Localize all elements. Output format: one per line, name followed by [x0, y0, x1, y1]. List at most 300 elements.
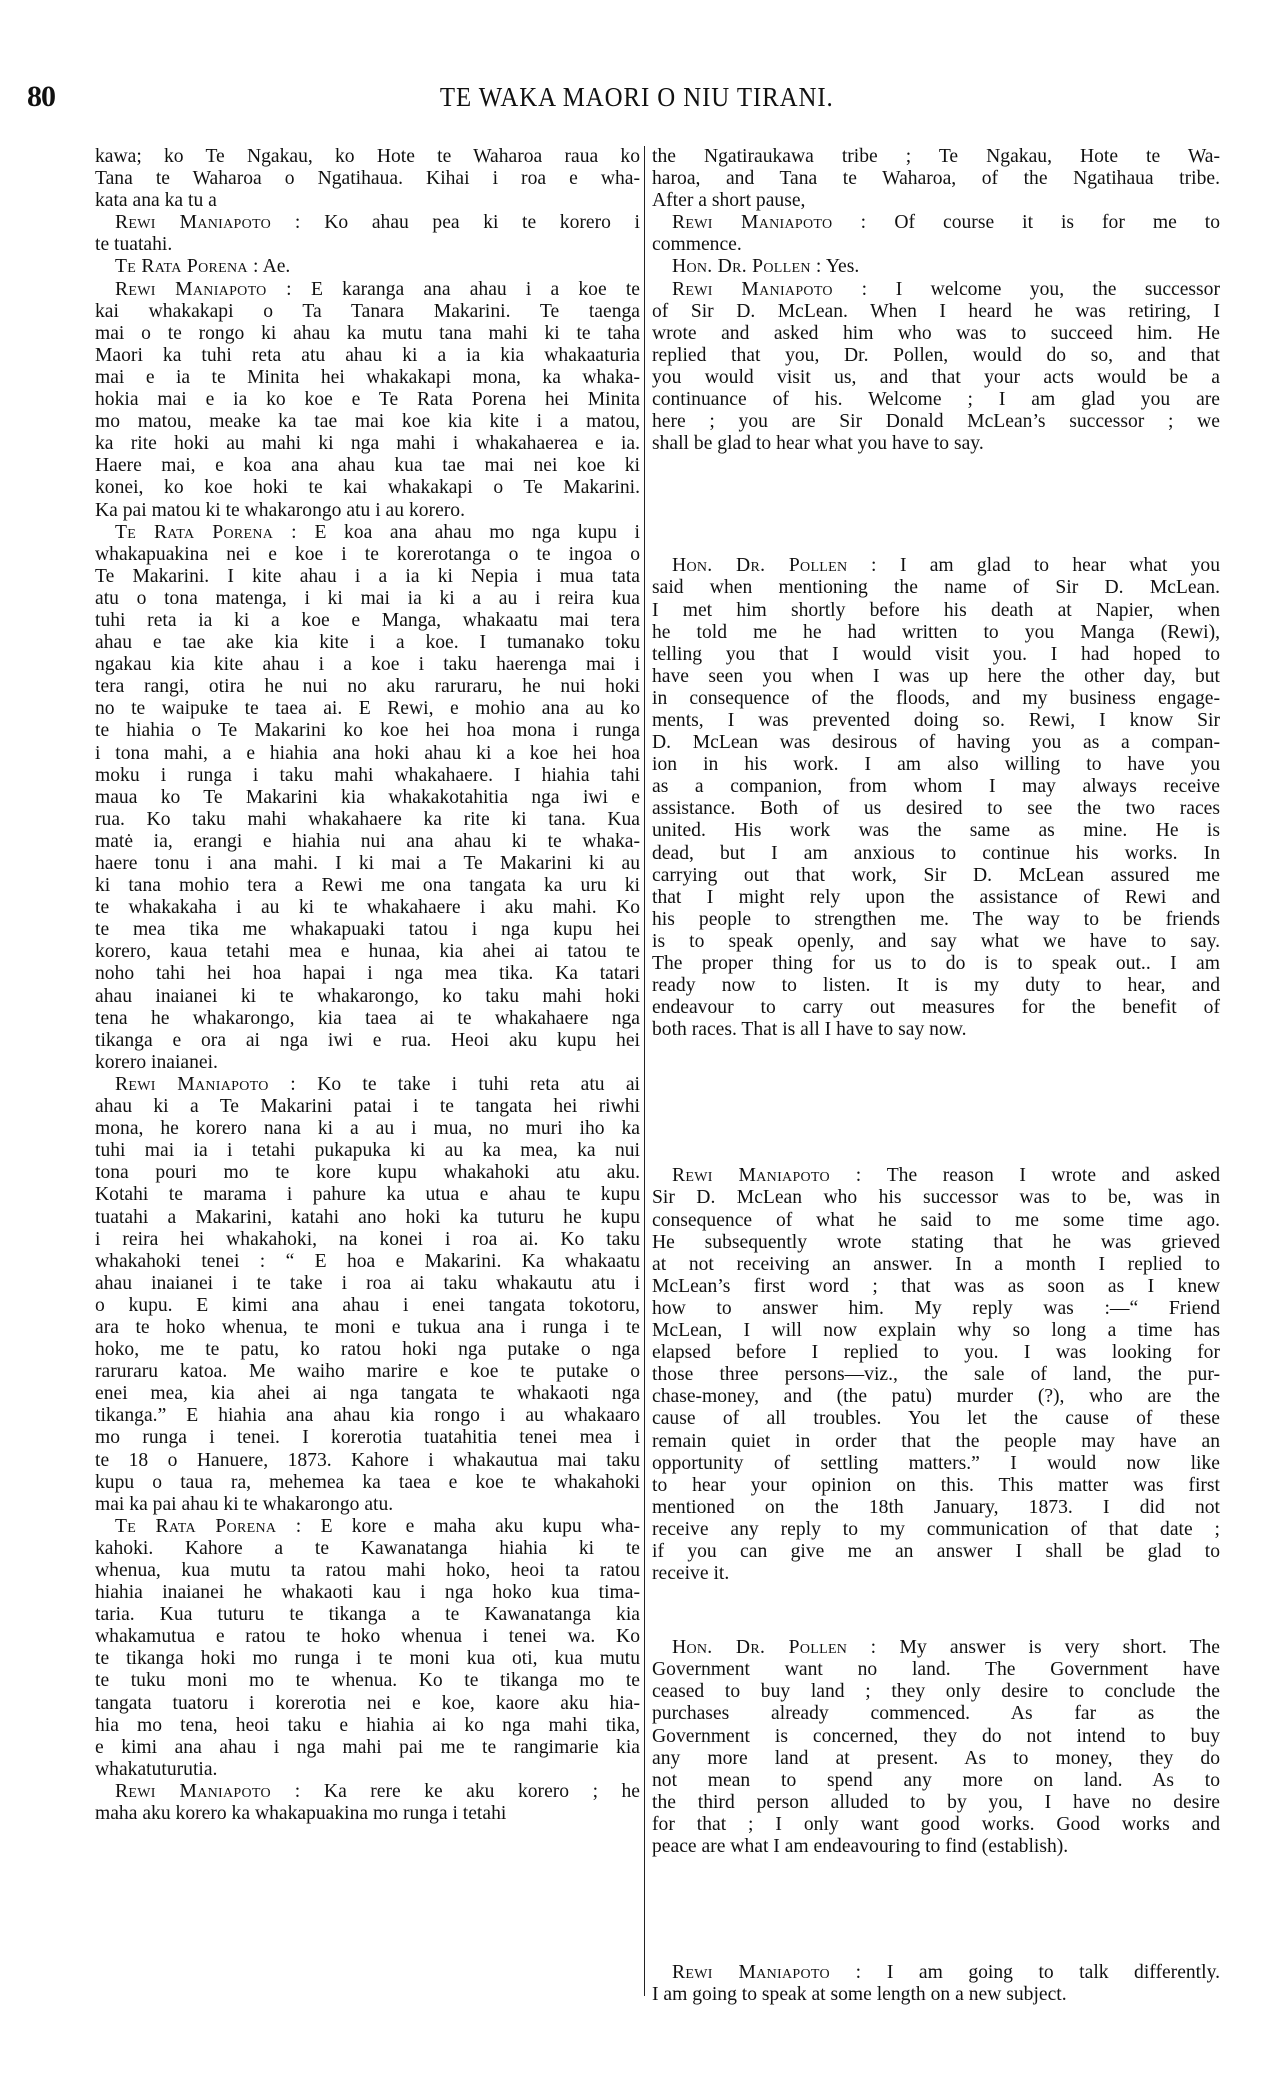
line-text: replied that you, Dr. Pollen, would do so, and that [652, 344, 1220, 366]
paragraph [95, 522, 640, 1074]
text-line [95, 389, 640, 411]
running-title: TE WAKA MAORI O NIU TIRANI. [439, 82, 834, 112]
line-text: those three persons—viz., the sale of land, the pur- [652, 1364, 1220, 1386]
line-text: mai o te rongo ki ahau ka mutu tana mahi ki te taha [95, 322, 640, 344]
line-text: united. His work was the same as mine. He is [652, 820, 1220, 842]
line-text: ahau ki a Te Makarini patai i te tangata hei riwhi [95, 1096, 640, 1118]
text-line [652, 798, 1220, 820]
text-line [652, 367, 1220, 389]
line-text: te tuatahi. [95, 234, 173, 256]
text-line [652, 190, 1220, 212]
line-text: is to speak openly, and say what we have to say. [652, 930, 1220, 952]
text-line [95, 1339, 640, 1361]
text-line [652, 1453, 1220, 1475]
line-text: tikanga e ora ai nga iwi e rua. Heoi aku kupu hei [95, 1029, 640, 1051]
text-line [95, 1604, 640, 1626]
text-line [95, 919, 640, 941]
line-text: endeavour to carry out measures for the benefit of [652, 997, 1220, 1019]
text-line [652, 301, 1220, 323]
text-line [95, 941, 640, 963]
line-text: te tuku moni mo te whenua. Ko te tikanga mo te [95, 1670, 640, 1692]
line-text: have seen you when I was up here the other day, but [652, 665, 1220, 687]
page-number: 80 [27, 80, 55, 113]
text-line [652, 644, 1220, 666]
text-line [95, 743, 640, 765]
text-line [95, 234, 640, 256]
line-text: moku i runga i taku mahi whakahaere. I hiahia tahi [95, 764, 640, 786]
line-text: te mea tika me whakapuaki tatou i nga kupu hei [95, 919, 640, 941]
paragraph [95, 256, 640, 278]
line-text: cause of all troubles. You let the cause of these [652, 1408, 1220, 1430]
text-line [95, 588, 640, 610]
line-text: Of course it is for me to [866, 212, 1220, 234]
text-line [652, 732, 1220, 754]
page-header [0, 80, 1280, 120]
line-text: you would visit us, and that your acts would be a [652, 366, 1220, 388]
line-text: that I might rely upon the assistance of Rewi and [652, 886, 1220, 908]
text-line [652, 1962, 1220, 1984]
speaker-name: Rewi Maniapoto : [672, 278, 868, 300]
text-line [95, 1582, 640, 1604]
line-text: te hiahia o Te Makarini ko koe hei hoa mona i runga [95, 720, 640, 742]
text-line [95, 654, 640, 676]
text-line [652, 1386, 1220, 1408]
line-text: Kotahi te marama i pahure ka utua e ahau te kupu [95, 1184, 640, 1206]
line-text: in consequence of the floods, and my business engage- [652, 687, 1220, 709]
line-text: Sir D. McLean who his successor was to be, was in [652, 1187, 1220, 1209]
line-text: The proper thing for us to do is to speak out.. I am [652, 953, 1220, 974]
line-text: D. McLean was desirous of having you as a compan- [652, 732, 1220, 754]
text-line [95, 477, 640, 499]
line-text: mai e ia te Minita hei whakakapi mona, ka whaka- [95, 366, 640, 388]
speaker-name: Rewi Maniapoto : [115, 1073, 296, 1095]
line-text: I am going to talk differently. [861, 1962, 1220, 1984]
text-line [652, 931, 1220, 953]
text-line [652, 1792, 1220, 1814]
text-line [95, 1648, 640, 1670]
text-line [95, 1118, 640, 1140]
text-line [652, 1342, 1220, 1364]
text-line [95, 1737, 640, 1759]
text-line [652, 1770, 1220, 1792]
line-text: tangata tuatoru i korerotia nei e koe, kaore aku hia- [95, 1692, 640, 1714]
speaker-name: Rewi Maniapoto : [115, 212, 301, 234]
line-text: noho tahi hei hoa hapai i nga mea tika. Ka tatari [95, 963, 640, 985]
text-line [95, 1560, 640, 1582]
line-text: te 18 o Hanuere, 1873. Kahore i whakautua mai taku [95, 1449, 640, 1471]
line-text: E koa ana ahau mo nga kupu i [296, 521, 640, 543]
line-text: hoko, me te patu, ko ratou hoki nga putake o nga [95, 1339, 640, 1361]
text-line [652, 1210, 1220, 1232]
text-line [95, 433, 640, 455]
line-text: haere tonu i ana mahi. I ki mai a Te Makarini ki au [95, 853, 640, 874]
line-text: ion in his work. I am also willing to have you [652, 754, 1220, 776]
text-line [652, 146, 1220, 168]
paragraph [652, 1637, 1220, 1858]
line-text: He subsequently wrote stating that he was grieved [652, 1231, 1220, 1253]
line-text: ngakau kia kite ahau i a koe i taku haerenga mai i [95, 654, 640, 676]
text-line [95, 345, 640, 367]
line-text: I welcome you, the successor [867, 278, 1220, 300]
paragraph [95, 279, 640, 522]
line-text: The reason I wrote and asked [861, 1165, 1220, 1187]
line-text: here ; you are Sir Donald McLean’s successor ; we [652, 411, 1220, 433]
line-text: remain quiet in order that the people may have an [652, 1430, 1220, 1452]
text-line [95, 1008, 640, 1030]
line-text: kawa; ko Te Ngakau, ko Hote te Waharoa raua ko [95, 146, 640, 167]
line-text: both races. That is all I have to say now. [652, 1019, 967, 1041]
text-line [95, 1427, 640, 1449]
text-line [652, 820, 1220, 842]
text-line [95, 146, 640, 168]
text-line [652, 909, 1220, 931]
line-text: dead, but I am anxious to continue his works. In [652, 842, 1220, 864]
text-line [652, 754, 1220, 776]
line-text: commence. [652, 234, 742, 256]
line-text: Te Makarini. I kite ahau i a ia ki Nepia i mua tata [95, 565, 640, 587]
text-line [652, 776, 1220, 798]
text-line [652, 1748, 1220, 1770]
text-line [652, 411, 1220, 433]
text-line [652, 1276, 1220, 1298]
line-text: whakamutua e ratou te hoko whenua i tenei wa. Ko [95, 1626, 640, 1648]
text-line [95, 676, 640, 698]
text-line [95, 256, 640, 278]
line-text: i reira hei whakahoki, na konei i roa ai. Ko taku [95, 1228, 640, 1250]
text-line [95, 1516, 640, 1538]
line-text: haroa, and Tana te Waharoa, of the Ngatihaua tribe. [652, 168, 1220, 190]
text-line [652, 1475, 1220, 1497]
text-line [95, 411, 640, 433]
line-text: Ko te take i tuhi reta atu ai [295, 1073, 640, 1095]
speaker-name: Te Rata Porena : [115, 521, 297, 543]
line-text: ments, I was prevented doing so. Rewi, I know Sir [652, 709, 1220, 731]
text-line [652, 1703, 1220, 1725]
line-text: Government is concerned, they do not intend to buy [652, 1725, 1220, 1747]
text-line [652, 1408, 1220, 1430]
text-line [95, 301, 640, 323]
text-line [95, 1693, 640, 1715]
text-line [95, 1229, 640, 1251]
text-line [652, 1659, 1220, 1681]
line-text: Tana te Waharoa o Ngatihaua. Kihai i roa e wha- [95, 168, 640, 190]
line-text: peace are what I am endeavouring to find (establish). [652, 1836, 1069, 1857]
text-line [652, 168, 1220, 190]
line-text: konei, ko koe hoki te kai whakakapi o Te Makarini. [95, 477, 640, 499]
line-text: I am glad to hear what you [876, 555, 1221, 577]
line-text: e kimi ana ahau i nga mahi pai me te rangimarie kia [95, 1736, 640, 1758]
speaker-name: Rewi Maniapoto : [672, 1962, 862, 1984]
line-text: he told me he had written to you Manga (Rewi), [652, 621, 1220, 643]
text-line [652, 389, 1220, 411]
text-line [95, 455, 640, 477]
line-text: purchases already commenced. As far as the [652, 1703, 1220, 1725]
line-text: whakapuakina nei e koe i te korerotanga o te ingoa o [95, 543, 640, 565]
paragraph [652, 146, 1220, 212]
text-line [95, 1140, 640, 1162]
line-text: hiahia inaianei he whakaoti kau i nga hoko kua tima- [95, 1582, 640, 1604]
line-text: mai ka pai ahau ki te whakarongo atu. [95, 1493, 394, 1515]
line-text: ahau e tae ake kia kite i a koe. I tumanako toku [95, 632, 640, 654]
paragraph [652, 1165, 1220, 1585]
text-line [652, 953, 1220, 975]
line-text: Ko ahau pea ki te korero i [300, 212, 640, 234]
line-text: maua ko Te Makarini kia whakakotahitia nga iwi e [95, 786, 640, 808]
speaker-name: Rewi Maniapoto : [115, 1780, 301, 1802]
text-line [95, 1162, 640, 1184]
text-line [95, 190, 640, 212]
text-line [652, 1187, 1220, 1209]
line-text: whakatuturutia. [95, 1758, 218, 1780]
line-text: whenua, kua mutu ta ratou mahi hoko, heoi ta ratou [95, 1560, 640, 1581]
text-line [95, 809, 640, 831]
text-line [652, 1232, 1220, 1254]
line-text: tera rangi, otira he nui no aku raruraru, he nui hoki [95, 676, 640, 698]
text-line [652, 710, 1220, 732]
line-text: how to answer him. My reply was :—“ Friend [652, 1297, 1220, 1319]
line-text: mentioned on the 18th January, 1873. I did not [652, 1496, 1220, 1518]
line-text: ara te hoko whenua, te moni e tukua ana i runga i te [95, 1316, 640, 1338]
text-line [652, 1541, 1220, 1563]
text-line [95, 610, 640, 632]
text-line [652, 1681, 1220, 1703]
text-line [652, 256, 1220, 278]
line-text: matė ia, erangi e hiahia nui ana ahau ki te whaka- [95, 830, 640, 852]
line-text: shall be glad to hear what you have to say. [652, 433, 984, 455]
text-line [652, 887, 1220, 909]
line-text: Haere mai, e koa ana ahau kua tae mai nei koe ki [95, 455, 640, 477]
text-line [95, 1626, 640, 1648]
text-line [652, 997, 1220, 1019]
line-text: tuhi mai ia i tetahi pukapuka ki au ka mea, ka nui [95, 1140, 640, 1162]
line-text: maha aku korero ka whakapuakina mo runga i tetahi [95, 1803, 507, 1825]
text-line [95, 522, 640, 544]
text-line [652, 1563, 1220, 1585]
text-line [652, 1165, 1220, 1187]
speaker-name: Hon. Dr. Pollen : [672, 256, 822, 278]
text-line [652, 577, 1220, 599]
line-text: opportunity of settling matters.” I would now like [652, 1452, 1220, 1474]
line-text: kata ana ka tu a [95, 190, 217, 212]
line-text: the Ngatiraukawa tribe ; Te Ngakau, Hote te Wa- [652, 146, 1220, 167]
text-line [95, 1803, 640, 1825]
text-line [95, 1383, 640, 1405]
text-line [95, 1096, 640, 1118]
text-line [652, 1364, 1220, 1386]
line-text: Maori ka tuhi reta atu ahau ki a ia kia whakaaturia [95, 344, 640, 366]
text-line [95, 1295, 640, 1317]
text-line [652, 865, 1220, 887]
text-line [95, 897, 640, 919]
text-line [95, 787, 640, 809]
line-text: ki tana mohio tera a Rewi me ona tangata ka uru ki [95, 875, 640, 897]
text-line [652, 843, 1220, 865]
text-line [95, 765, 640, 787]
line-text: tuatahi a Makarini, katahi ano hoki ka tuturu he kupu [95, 1206, 640, 1228]
text-line [95, 1715, 640, 1737]
line-text: I am going to speak at some length on a new subject. [652, 1984, 1067, 2006]
text-line [652, 323, 1220, 345]
line-text: tona pouri mo te kore kupu whakahoki atu aku. [95, 1162, 640, 1184]
line-text: at not receiving an answer. In a month I replied to [652, 1253, 1220, 1275]
line-text: if you can give me an answer I shall be glad to [652, 1540, 1220, 1562]
text-line [95, 698, 640, 720]
line-text: ready now to listen. It is my duty to hear, and [652, 975, 1220, 997]
text-line [95, 1670, 640, 1692]
text-line [95, 986, 640, 1008]
text-line [95, 212, 640, 234]
line-text: te tikanga hoki mo runga i te moni kua oti, kua mutu [95, 1648, 640, 1670]
line-text: to hear your opinion on this. This matter was first [652, 1474, 1220, 1496]
text-line [95, 632, 640, 654]
text-line [652, 1254, 1220, 1276]
line-text: kahoki. Kahore a te Kawanatanga hiahia ki te [95, 1537, 640, 1559]
maori-text-column [95, 146, 640, 1825]
text-line [652, 666, 1220, 688]
text-line [95, 831, 640, 853]
text-line [95, 1494, 640, 1516]
line-text: atu o tona matenga, i ki mai ia ki a au i reira kua [95, 587, 640, 609]
column-divider [644, 146, 645, 1996]
line-text: ceased to buy land ; they only desire to conclude the [652, 1681, 1220, 1703]
text-line [652, 688, 1220, 710]
line-text: ka rite hoki au mahi ki nga mahi i whakahaerea e ia. [95, 433, 640, 455]
speaker-name: Hon. Dr. Pollen : [672, 1637, 877, 1659]
text-line [95, 168, 640, 190]
line-text: receive it. [652, 1563, 730, 1585]
line-text: McLean, I will now explain why so long a time has [652, 1320, 1220, 1342]
text-line [95, 1361, 640, 1383]
line-text: mo matou, meake ka tae mai koe kia kite i a matou, [95, 411, 640, 433]
line-text: said when mentioning the name of Sir D. McLean. [652, 577, 1220, 599]
text-line [95, 853, 640, 875]
text-line [652, 1814, 1220, 1836]
line-text: as a companion, from whom I may always receive [652, 776, 1220, 798]
text-line [652, 555, 1220, 577]
paragraph [95, 1781, 640, 1825]
line-text: ahau inaianei i te take i roa ai taku whakautu atu i [95, 1272, 640, 1294]
text-line [95, 1405, 640, 1427]
line-text: his people to strengthen me. The way to be friends [652, 908, 1220, 930]
text-line [95, 1273, 640, 1295]
text-line [652, 234, 1220, 256]
line-text: telling you that I would visit you. I had hoped to [652, 643, 1220, 665]
text-line [652, 279, 1220, 301]
line-text: for that ; I only want good works. Good works and [652, 1813, 1220, 1835]
text-line [95, 963, 640, 985]
speaker-name: Rewi Maniapoto : [115, 278, 292, 300]
line-text: assistance. Both of us desired to see the two races [652, 798, 1220, 820]
text-line [652, 622, 1220, 644]
text-line [95, 1184, 640, 1206]
line-text: ahau inaianei ki te whakarongo, ko taku mahi hoki [95, 985, 640, 1007]
line-text: i tona mahi, a e hiahia ana hoki ahau ki a koe hei hoa [95, 742, 640, 764]
line-text: E kore e maha aku kupu wha- [301, 1515, 640, 1537]
text-line [95, 544, 640, 566]
text-line [95, 1472, 640, 1494]
line-text: not mean to spend any more on land. As to [652, 1769, 1220, 1791]
text-line [652, 1519, 1220, 1541]
line-text: mo runga i tenei. I korerotia tuatahitia tenei mea i [95, 1427, 640, 1449]
line-text: mona, he korero nana ki a au i mua, no muri iho ka [95, 1118, 640, 1140]
line-text: hia mo tena, heoi taku e hiahia ai ko nga mahi tika, [95, 1714, 640, 1736]
text-line [652, 1836, 1220, 1858]
text-line [95, 323, 640, 345]
text-line [95, 1317, 640, 1339]
paragraph [652, 279, 1220, 456]
text-line [652, 1984, 1220, 2006]
text-line [95, 367, 640, 389]
line-text: Yes. [821, 256, 860, 278]
text-line [652, 1320, 1220, 1342]
text-line [95, 566, 640, 588]
speaker-name: Te Rata Porena : [115, 256, 259, 278]
paragraph [652, 212, 1220, 256]
line-text: o kupu. E kimi ana ahau i enei tangata tokotoru, [95, 1294, 640, 1316]
paragraph [95, 1516, 640, 1781]
text-line [95, 1052, 640, 1074]
text-line [95, 720, 640, 742]
text-line [95, 279, 640, 301]
line-text: E karanga ana ahau i a koe te [291, 278, 640, 300]
paragraph [652, 555, 1220, 1041]
line-text: consequence of what he said to me some time ago. [652, 1209, 1220, 1231]
line-text: tikanga.” E hiahia ana ahau kia rongo i au whakaaro [95, 1405, 640, 1427]
line-text: wrote and asked him who was to succeed him. He [652, 322, 1220, 344]
line-text: rua. Ko taku mahi whakahaere ka rite ki tana. Kua [95, 808, 640, 830]
speaker-name: Rewi Maniapoto : [672, 212, 867, 234]
english-text-column [652, 146, 1220, 2006]
line-text: kupu o taua ra, mehemea ka taea e koe te whakahoki [95, 1471, 640, 1493]
line-text: elapsed before I replied to you. I was looking for [652, 1342, 1220, 1364]
text-line [95, 1450, 640, 1472]
line-text: te whakakaha i au ki te whakahaere i aku mahi. Ko [95, 897, 640, 919]
line-text: My answer is very short. The [876, 1637, 1220, 1659]
text-line [95, 500, 640, 522]
text-line [95, 875, 640, 897]
text-line [652, 1431, 1220, 1453]
text-line [95, 1207, 640, 1229]
line-text: the third person alluded to by you, I have no desire [652, 1791, 1220, 1813]
line-text: tena he whakarongo, kia taea ai te whakahaere nga [95, 1007, 640, 1029]
speaker-name: Rewi Maniapoto : [672, 1165, 862, 1187]
text-line [652, 1497, 1220, 1519]
text-line [95, 1759, 640, 1781]
line-text: enei mea, kia ahei ai nga tangata te whakaoti nga [95, 1383, 640, 1405]
line-text: tuhi reta ia ki a koe e Manga, whakaatu mai tera [95, 609, 640, 631]
line-text: chase-money, and (the patu) murder (?), who are the [652, 1386, 1220, 1408]
text-line [652, 345, 1220, 367]
line-text: kai whakakapi o Ta Tanara Makarini. Te taenga [95, 300, 640, 322]
speaker-name: Te Rata Porena : [115, 1515, 302, 1537]
text-line [652, 1019, 1220, 1041]
paragraph [95, 1074, 640, 1516]
line-text: taria. Kua tuturu te tikanga a te Kawanatanga kia [95, 1604, 640, 1626]
text-line [652, 975, 1220, 997]
line-text: I met him shortly before his death at Napier, when [652, 599, 1220, 621]
text-line [95, 1538, 640, 1560]
text-line [652, 1726, 1220, 1748]
text-line [95, 1030, 640, 1052]
text-line [95, 1074, 640, 1096]
text-line [95, 1781, 640, 1803]
text-line [652, 212, 1220, 234]
line-text: korero, kaua tetahi mea e hunaa, kia ahei ai tatou te [95, 941, 640, 963]
line-text: receive any reply to my communication of that date ; [652, 1518, 1220, 1540]
line-text: Ka pai matou ki te whakarongo atu i au korero. [95, 499, 465, 521]
text-line [652, 600, 1220, 622]
text-line [95, 1251, 640, 1273]
